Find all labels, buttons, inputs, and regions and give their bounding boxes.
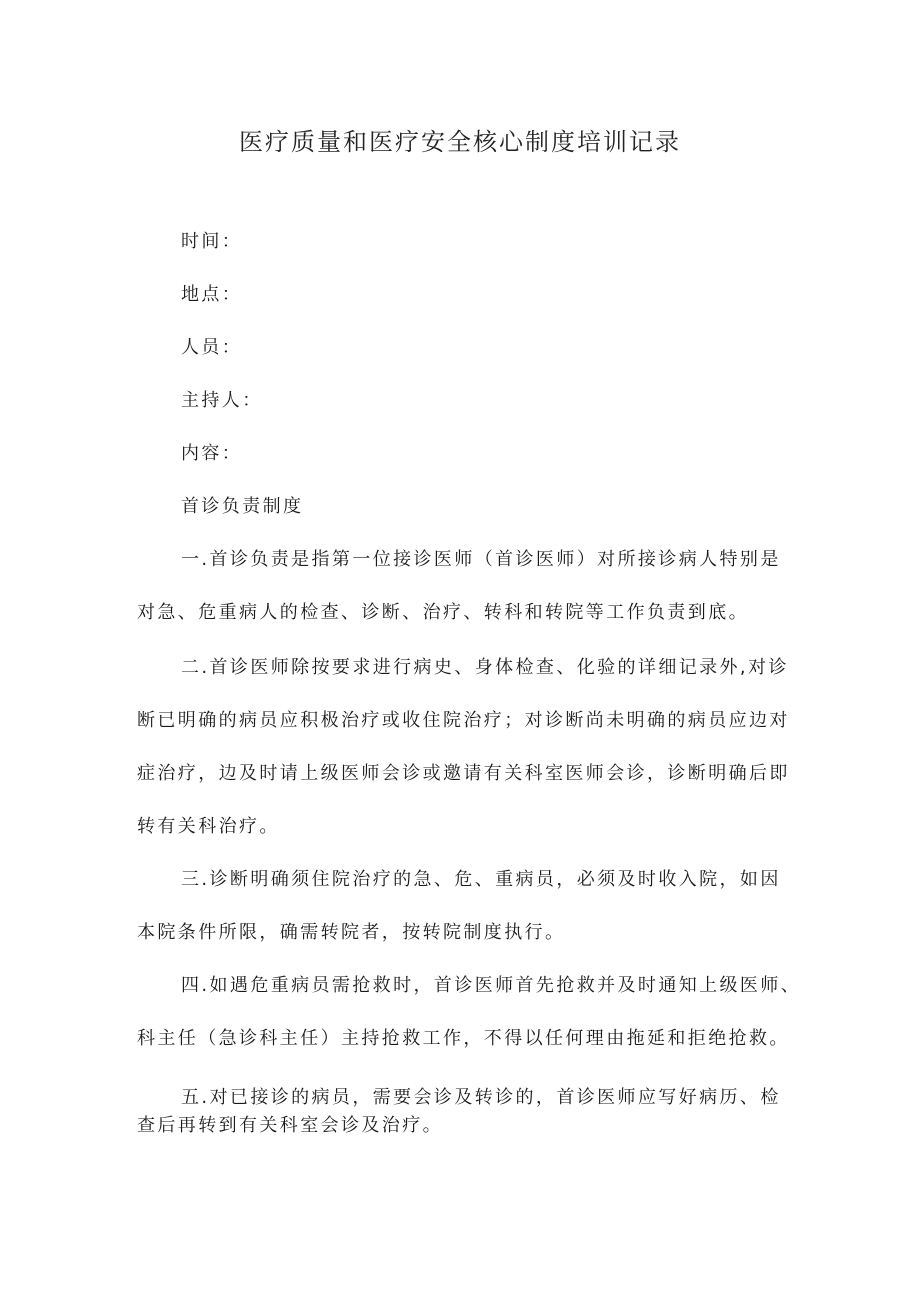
host-label: 主持人： [181,390,263,411]
content-label: 内容： [181,443,243,464]
paragraph-3-line-2: 本院条件所限，确需转院者，按转院制度执行。 [137,922,566,943]
paragraph-5-line-2: 查后再转到有关科室会诊及治疗。 [137,1115,443,1136]
time-label: 时间： [181,231,243,252]
section-heading: 首诊负责制度 [181,496,304,517]
paragraph-3-line-1: 三.诊断明确须住院治疗的急、危、重病员，必须及时收入院，如因 [181,869,781,890]
people-label: 人员： [181,337,243,358]
place-label: 地点： [181,284,243,305]
paragraph-5-line-1: 五.对已接诊的病员，需要会诊及转诊的，首诊医师应写好病历、检 [181,1087,781,1108]
paragraph-2-line-2: 断已明确的病员应积极治疗或收住院治疗；对诊断尚未明确的病员应边对 [137,710,790,731]
paragraph-1-line-2: 对急、危重病人的检查、诊断、治疗、转科和转院等工作负责到底。 [137,602,749,623]
paragraph-4-line-1: 四.如遇危重病员需抢救时，首诊医师首先抢救并及时通知上级医师、 [181,975,802,996]
paragraph-2-line-1: 二.首诊医师除按要求进行病史、身体检查、化验的详细记录外,对诊 [181,657,789,678]
paragraph-2-line-3: 症治疗，边及时请上级医师会诊或邀请有关科室医师会诊，诊断明确后即 [137,763,790,784]
paragraph-4-line-2: 科主任（急诊科主任）主持抢救工作，不得以任何理由拖延和拒绝抢救。 [137,1028,790,1049]
paragraph-2-line-4: 转有关科治疗。 [137,816,280,837]
document-title: 医疗质量和医疗安全核心制度培训记录 [239,128,681,156]
paragraph-1-line-1: 一.首诊负责是指第一位接诊医师（首诊医师）对所接诊病人特别是 [181,549,781,570]
